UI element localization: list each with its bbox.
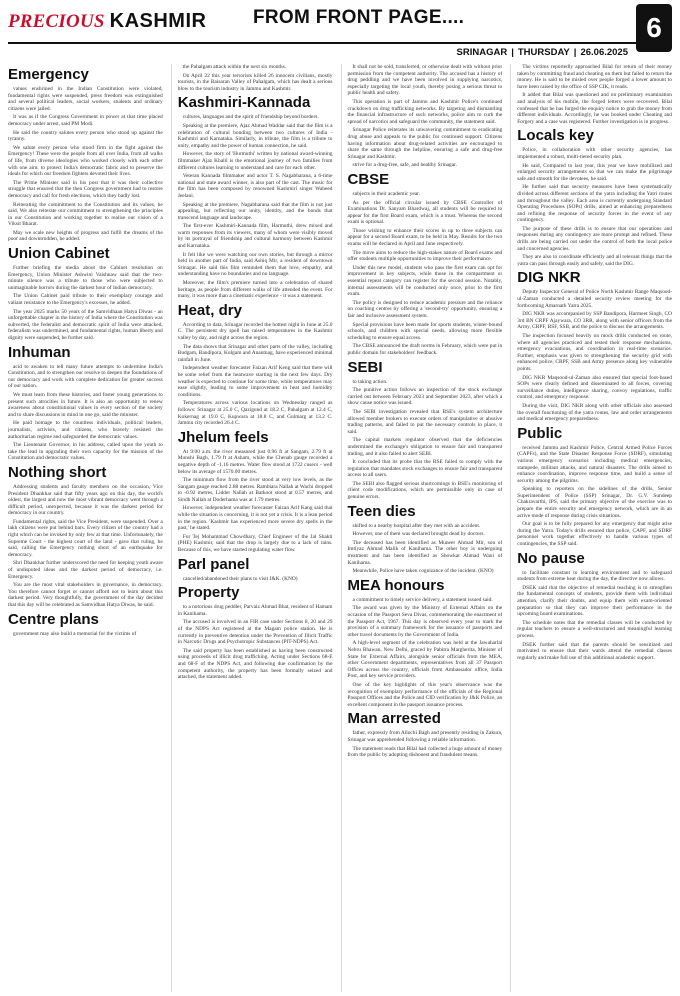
article-paragraph: However, the story of 'Hurmuthi' written by national award-winning filmmaker Ajaz Khalil is the emotional journey of two families from different cultures learning to understand and care for each other. — [177, 151, 333, 171]
brand-part-2: KASHMIR — [109, 9, 207, 32]
article-paragraph: The accused is involved in an FIR case under Sections 8, 20 and 29 of the NDPS Act registered at the Magam police station. He is currently in preventive detention under the Prevention of Illicit Traffic in Narcotic Drugs and Psychotropic Substances (PIT-NDPS) Act. — [177, 619, 333, 646]
page-number-badge: 6 — [636, 4, 672, 52]
article-paragraph: The said property has been established as having been constructed using proceeds of illicit drug trafficking. Acting under Sections 68-E and 68-F of the NDPS Act, and following due confirmation by the competent authority, the property has been formally seized and attached, the statement added. — [177, 647, 333, 681]
article-headline: MEA honours — [347, 576, 445, 594]
article-paragraph: The first-ever Kashmiri-Kannada film, Harmuthi, drew mixed and warm responses from its viewers, many of whom were visibly moved by its portrayal of friendship and cultural harmony between Kashmir and Karnataka. — [177, 223, 333, 250]
article-block — [517, 550, 672, 662]
article-block — [517, 425, 672, 548]
column-3 — [341, 64, 503, 992]
brand-logo — [8, 10, 206, 33]
article-headline: Teen dies — [347, 502, 416, 520]
article-paragraph: Speaking to reporters on the sidelines of the drills, Senior Superintendent of Police (SSP) Srinagar, Dr. G.V. Sundeep Chakravarthi, IPS, said the primary objective of the exercise was to prepare the entire security and emergency network, which are in an active mode of response during crisis situations. — [517, 486, 672, 519]
article-block — [517, 127, 672, 267]
article-headline: Locals key — [517, 127, 594, 145]
article-paragraph: Moreover, the film's premiere turned into a celebration of shared heritage, as people from different walks of life attended the event. For many, it was more than a cinematic experience - it was a statement. — [177, 280, 333, 300]
article-block — [178, 429, 333, 554]
article-paragraph: They are also to coordinate efficiently and all relevant things that the yatra can pass through easily and safely, said the DIG. — [517, 254, 672, 267]
article-block — [8, 66, 163, 243]
article-paragraph: We salute every person who stood firm in the fight against the Emergency! These were the people from all over India, from all walks of life, from diverse ideologies who worked closely with each other with one aim: to protect India's democratic fabric and to preserve the ideals for which our freedom fighters devoted their lives. — [8, 144, 163, 178]
article-paragraph: the Pahalgam attack within the next six months. — [182, 64, 287, 70]
article-headline: Emergency — [8, 66, 89, 83]
article-paragraph: The purpose of these drills is to ensure that our operations and responses during any contingency are more prompt and refined. These drills are being carried out under the control of both the local police and concerned agencies. — [517, 225, 672, 252]
article-block — [8, 344, 163, 462]
article-paragraph: For Tej Mohammad Chowdhary, Chief Engineer of the Jal Shakti (PHE) Kashmir, said that the drop is largely due to a lack of rains. Because of this, we have started regulating water flow. — [177, 533, 333, 554]
article-paragraph: The CBSE announced the draft norms in February, which were put in public domain for stakeholders' feedback. — [347, 343, 503, 356]
article-paragraph: Special provisions have been made for sports students, winter-bound schools, and children with special needs, allowing more flexible scheduling to ensure equal access. — [347, 321, 503, 341]
section-title: FROM FRONT PAGE.... — [253, 7, 465, 28]
article-paragraph: It shall not be sold, transferred, or otherwise dealt with without prior permission from the competent authority. The accused has a history of drug peddling and we have been involved in supplying narcotics, especially targeting the local youth, thereby posing a serious threat to public health and safety. — [347, 64, 503, 97]
article-columns — [8, 64, 672, 992]
column-4 — [510, 64, 672, 992]
article-paragraph: The SEBI investigation revealed that BSE's system architecture allowed member brokers to execute orders of manipulative or abusive trading patterns, and failed to put the necessary controls in place, it said. — [347, 408, 503, 435]
article-paragraph: subjects in their academic year. — [352, 190, 421, 197]
article-paragraph: The statement reads that Bilal had collected a huge amount of money from the public by adopting dishonest and fraudulent means. — [347, 745, 503, 759]
article-headline: Inhuman — [8, 343, 71, 361]
article-headline: Parl panel — [177, 555, 250, 573]
article-headline: Centre plans — [8, 610, 99, 628]
article-paragraph: The deceased has been identified as Muneer Ahmad Mir, son of Imtiyaz Ahmad Malik of Kanihama. The other boy is undergoing treatment and has been identified as Showkat Ahmad Wani of Kanihama. — [347, 539, 503, 566]
article-paragraph: It was as if the Congress Government in power at that time placed democracy under arrest, said PM Modi. — [8, 114, 163, 127]
article-paragraph: A high-level segment of the celebration was held at the Jawaharlal Nehru Bhawan, New Delhi, graced by Pabitra Margherita, Minister of State for External Affairs, alongside senior officials from the MEA, other Government departments, representatives from all 37 Passport Offices across the country, officials from Ambassador office, India Post, and key service providers. — [347, 640, 503, 680]
article-paragraph: May we scale new heights of progress and fulfil the dreams of the poor and downtrodden, he added. — [8, 229, 163, 243]
dateline — [8, 42, 672, 60]
article-paragraph: cultures, languages and the spirit of friendship beyond borders. — [182, 114, 319, 121]
article-paragraph: The policy is designed to reduce academic pressure and the reliance on coaching centres by offering a 'second-try' opportunity, ensuring a fair and inclusive assessment system. — [347, 299, 503, 319]
article-block — [348, 710, 503, 758]
article-paragraph: This operation is part of Jammu and Kashmir Police's continued crackdown on drug trafficking networks. By targeting and dismantling the financial infrastructure of such networks, police aim to curb the spread of narcotics and safeguard the community, the statement said. — [347, 98, 503, 125]
column-1 — [8, 64, 163, 992]
article-paragraph: government may also build a memorial for the victims of — [13, 630, 137, 637]
article-paragraph: to facilitate constant to learning environment and to safeguard students from extreme heat during the day, the directive now allows. — [517, 569, 672, 583]
article-paragraph: Reiterating the commitment to the Constitution and its values, he said, We also reiterate our commitment to strengthening the principles in our Constitution and working together to realise our vision of a Viksit Bharat. — [8, 201, 163, 228]
article-paragraph: He said the country salutes every person who stood up against the tyranny. — [8, 129, 163, 143]
article-paragraph: Temperatures across various locations on Wednesday ranged as follows: Srinagar at 25.0 C, Qazigund at 18.2 C, Pahalgam at 12.4 C, Kokernag at 19.0 C, Kupwara at 18.8 C, and Gulmarg at 13.2 C. Jammu city recorded 26.4 C. — [177, 400, 333, 427]
brand-part-1: PRECIOUS — [8, 10, 105, 32]
article-paragraph: received Jammu and Kashmir Police, Central Armed Police Forces (CAPFs), and the State Disaster Response Force (SDRF), simulating various emergency scenarios including medical emergencies, stampede, militant attacks, and natural disasters. The drills aimed to enhance coordination, improve response time, and build a sense of security among the pilgrims. — [517, 444, 672, 484]
article-paragraph: Veteran Kannada filmmaker and actor T. S. Nagabharana, a 6-time national and state award winner, is also part of the cast. The music for the film has been composed by renowned Kashmiri singer Waheed Jeelani. — [177, 173, 333, 199]
article-paragraph: Srinagar Police reiterates its unwavering commitment to eradicating drug abuse and appeals to the public for continued support. Citizens having information about drug-related activities are encouraged to share the same through the helpline, ensuring a safe and drug-free Srinagar and Kashmir. — [347, 127, 503, 160]
article-paragraph: Fundamental rights, said the Vice President, were suspended. Over a lakh citizens were put behind bars. Every citizen of the country had a right which can be invoked by only few at that time. Unfortunately, the Supreme Court - the highest court of the land - gave that ruling, he said, calling the Emergency nothing short of an earthquake for democracy. — [8, 518, 163, 558]
article-block — [178, 584, 333, 681]
article-headline: Jhelum feels — [177, 428, 269, 446]
article-block — [348, 171, 503, 357]
article-paragraph: strive for a drug-free, safe, and healthy Srinagar. — [352, 162, 457, 169]
article-block — [348, 577, 503, 709]
article-headline: DIG NKR — [517, 269, 581, 287]
article-block — [8, 245, 163, 342]
article-paragraph: You are the most vital stakeholders in governance, in democracy. You therefore cannot forget or cannot afford not to learn about this darkest period. Very thoughtfully, the government of the day decided that this day will be celebrated as Samvidhan Hatya Diwas, he said. — [8, 582, 163, 608]
article-paragraph: Meanwhile, Police have taken cognizance of the incident. (KNO) — [352, 568, 494, 575]
article-paragraph: It felt like we were watching our own stories, but through a mirror held in another part of India, said Ashiq Mir, a resident of downtown Srinagar. He said this film reminded them that love, empathy, and understanding have no boundaries and no language. — [177, 251, 333, 278]
article-paragraph: The capital markets regulator observed that the deficiencies undermined the exchange's obligation to ensure fair and transparent trading, and it also failed to alert SEBI. — [347, 437, 503, 457]
article-paragraph: At 9:00 a.m. the river measured just 0.96 ft at Sangam, 2.79 ft at Munshi Bagh, 1.79 ft at Asham, while the Chenab gauge recorded a negative depth of -1.16 metres. Water flow stood at 1722 cusecs - well below its average of 1570.00 metres. — [177, 448, 333, 475]
article-paragraph: He said, Compared to last year, this year we have mobilized and enlarged security arrangements so that we can make the pilgrimage safe and smooth for the devotees, he said. — [517, 162, 672, 182]
article-paragraph: One of the key highlights of this year's observance was the recognition of exemplary performance of the officials of the Regional Passport Offices and the Police and CID verification by J&K Police, an excellent component in the passport issuance process. — [347, 681, 503, 708]
article-paragraph: Further briefing the media about the Cabinet resolution on Emergency, Union Minister Ashwini Vaishnaw said that the two-minute silence was a tribute to those who were subjected to unimaginable horrors during the darkest hour of Indian democracy. — [8, 265, 163, 291]
article-paragraph: Our goal is to be fully prepared for any emergency that might arise during the Yatra. Today's drills ensured that police, CAPF, and SDRF personnel work together effectively to handle various types of contingencies, the SSP said. — [517, 521, 672, 548]
article-paragraph: Shri Dhankhar further underscored the need for keeping youth aware of undisputed ideas and the darkest period of democracy, i.e. Emergency. — [8, 560, 163, 580]
article-paragraph: On April 22 this year terrorists killed 26 innocent civilians, mostly tourists, in the Baisaran Valley of Pahalgam, which has dealt a serious blow to the tourism industry in Jammu and Kashmir. — [177, 72, 333, 92]
article-headline: Kashmiri-Kannada — [177, 94, 311, 112]
article-paragraph: shifted to a nearby hospital after they met with an accident. — [352, 522, 481, 529]
article-block — [348, 64, 503, 169]
article-paragraph: It added that Bilal was questioned and on preliminary examination and analysis of his mobile, the forged letters were recovered. Bilal confessed that he has forged the enquiry notice to grab the money from different individuals. Accordingly, he was booked under Cheating and Forgery and a case was registered. Further investigation is in progress. — [517, 92, 672, 125]
article-paragraph: The move aims to reduce the high-stakes nature of Board exams and offer students multiple opportunities to improve their performance. — [347, 249, 503, 263]
dateline-separator: | — [511, 46, 514, 58]
article-paragraph: to taking action. — [352, 378, 388, 385]
article-paragraph: Speaking at the premiere, Ajaz Ahmad Waddar said that the film is a celebration of cultural bonding between two cultures of India - Kashmiri and Karnataka. Similarly, in tribute, the film is a tribute to unity, empathy and the power of human connection, he said. — [177, 122, 333, 149]
article-headline: Public — [517, 424, 563, 442]
article-paragraph: We must learn from these histories, and foster young generations to present such atrocities in future. It is also an opportunity to renew awareness about constitutional values in every section of the society and to share discussions in mind in one go, said the minister. — [8, 391, 163, 418]
article-paragraph: The Prime Minister said in his post that it was their collective struggle that ensured that the then Congress government had to restore democracy and call for fresh elections, which they badly lost. — [8, 179, 163, 199]
article-paragraph: The schedule notes that the remedial classes will be conducted by regular teachers to ensure a well-structured and meaningful learning process. — [517, 619, 672, 639]
article-headline: CBSE — [347, 170, 390, 188]
article-paragraph: DIG NKR Maqsood-ul-Zaman also ensured that special foot-based SOPs were clearly defined and disseminated to all forces, covering surveillance duties, intelligence sharing, convoy regulations, traffic control, and emergency response. — [517, 374, 672, 401]
article-block — [178, 302, 333, 427]
article-paragraph: cancelled/abandoned their plans to visit J&K. (KNO) — [182, 575, 298, 582]
article-block — [517, 64, 672, 125]
article-headline: Man arrested — [347, 710, 441, 728]
article-headline: SEBI — [347, 358, 383, 376]
article-paragraph: He paid homage to the countless individuals, political leaders, journalists, activists, and citizens, who bravely resisted the authoritarian regime and safeguarded the democratic values. — [8, 420, 163, 440]
article-paragraph: Independent weather forecaster Faizan Arif Keng said that there will be some relief from the heatwave starting in the next few days. Dry weather is expected to continue for some time, while temperatures may ease slightly, leading to some improvement in heat and humidity conditions. — [177, 365, 333, 398]
article-paragraph: a commitment to timely service delivery, a statement issued said. — [352, 596, 493, 603]
article-paragraph: The award was given by the Ministry of External Affairs on the occasion of the Passport Seva Divas, commemorating the enactment of the Passport Act, 1967. This day is observed every year to mark the provision of a summary framework for the issuance of passports and other travel documents by the Government of India. — [347, 605, 503, 638]
article-paragraph: values enshrined in the Indian Constitution were violated, fundamental rights were suspended, press freedom was extinguished and several political leaders, social workers, students and ordinary citizens were jailed. — [8, 86, 163, 112]
article-headline: Property — [177, 584, 240, 602]
article-paragraph: The SEBI also flagged serious shortcomings in BSE's monitoring of client code modifications, which are permissible only in case of genuine errors. — [347, 480, 503, 501]
article-paragraph: The punitive action follows an inspection of the stock exchange carried out between February 2023 and September 2023, after which a show cause notice was issued. — [347, 387, 503, 407]
article-block — [517, 269, 672, 422]
article-paragraph: The year 2025 marks 50 years of the Samvidhaan Hatya Diwas - an unforgettable chapter in the history of India where the Constitution was subverted, the federalist and democratic spirit of India were attacked, federalism was undermined, and fundamental rights, human liberty and dignity were suspended, he further said. — [8, 308, 163, 341]
article-paragraph: acid to awaken to tell many future attempts to undermine India's Constitution, and to strengthen our resolve to deepen the foundations of our democracy and work with complete dedication for greater success of our nation. — [8, 363, 163, 390]
article-paragraph: Police, in collaboration with other security agencies, has implemented a robust, multi-tiered security plan. — [517, 147, 672, 160]
article-block — [178, 94, 333, 299]
dateline-city: SRINAGAR — [456, 46, 508, 58]
article-paragraph: The data shows that Srinagar and other parts of the valley, including Budgam, Bandipora, Kulgam and Anantnag, have experienced minimal rainfall in June. — [177, 343, 333, 363]
article-paragraph: Deputy Inspector General of Police North Kashmir Range Maqsood-ul-Zaman conducted a detailed security review meeting for the forthcoming Amarnath Yatra 2025. — [517, 289, 672, 309]
article-paragraph: It concluded that its probe that the BSE failed to comply with the regulation that mandates stock exchanges to ensure fair and transparent access to all users. — [347, 459, 503, 479]
article-paragraph: He further said that security measures have been systematically divided across different sections of the yatra including the Yatri routes and throughout the valley. Each area is currently undergoing Standard Operating Procedures (SOPs) drills, aimed at enhancing preparedness and refining the response of security forces in the event of any contingency. — [517, 184, 672, 224]
article-paragraph: The Union Cabinet paid tribute to their exemplary courage and valiant resistance to the Emergency's excesses, he added. — [8, 293, 163, 307]
article-block — [178, 556, 333, 583]
article-headline: Union Cabinet — [8, 245, 110, 263]
article-paragraph: Speaking at the premiere, Nagabharana said that the film is not just appealing, but reflecting our unity, identity, and the bonds that transcend language and landscape. — [177, 201, 333, 221]
column-2 — [171, 64, 333, 992]
article-paragraph: During the visit, DIG NKR along with other officials also assessed the overall functioning of the yatra routes, law and order arrangements and medical emergency preparedness. — [517, 402, 672, 423]
article-headline: Heat, dry — [177, 301, 242, 319]
article-paragraph: DSEK further said that the parents should be sensitized and motivated to ensure that their wards attend the remedial classes regularly and make full use of this additional academic support. — [517, 641, 672, 661]
article-paragraph: The minimum flow from the river stood at very low levels, as the Sangam gauge reached 2.88 metres. Rambiara Nallah at Wachi dropped to -0.92 metres, Lidder Nallah at Batkoot stood at 0.57 metres, and Sindh Nallah at Doderhama was at 1.79 metres. — [177, 477, 333, 503]
article-paragraph: father, expressly from Allochi Bagh and presently residing in Zakura, Srinagar was apprehended following a reliable information. — [347, 730, 503, 743]
article-paragraph: The inspection focused heavily on mock drills conducted en route, where all agencies practiced and tested their response mechanisms, emergency evacuations, and coordination in real-time scenarios. Further, emphasis was given to strengthening the security grid with enhanced police, CRPF, SSB and Army presence along key vulnerable points. — [517, 333, 672, 372]
article-paragraph: DIG NKR was accompanied by SSP Bandipora, Harmeet Singh, CO 3rd BN CRPF Ajaywara, CO 3RR, along with senior officers from the Army, CRPF, BSF, SSB, and the police to discuss the arrangements. — [517, 311, 672, 331]
dateline-day: THURSDAY — [517, 46, 570, 58]
article-paragraph: According to data, Srinagar recorded the hottest night in June at 25.0 C. The persistent dry spell has raised temperatures in the Kashmir valley by day, and night across the region. — [177, 321, 333, 341]
dateline-date: 26.06.2025 — [580, 46, 628, 58]
article-paragraph: to a notorious drug peddler, Parvaiz Ahmad Bhat, resident of Hamam in Kanihama. — [177, 604, 333, 617]
article-paragraph: Under this new model, students who pass the first exam can opt for improvement in key subjects, while those in the compartment or essential repeat category can register for the second session. Notably, internal assessments will be conducted only once, prior to the first exam. — [347, 264, 503, 298]
dateline-separator: | — [573, 46, 577, 58]
article-headline: No pause — [517, 549, 585, 567]
article-paragraph: The Lieutenant Governor, in his address, called upon the youth to take the lead in upgrading their own capacity for the mission of the Constitution and democratic values. — [8, 442, 163, 462]
article-block — [348, 503, 503, 575]
article-headline: Nothing short — [8, 463, 107, 481]
article-paragraph: However, independent weather forecaster Faizan Arif Kang said that while the situation is concerning, it is not yet a crisis. It is a lean period in the region. 'Kashmir has experienced more severe dry spells in the past,' he stated. — [177, 505, 333, 532]
article-block — [8, 611, 163, 638]
article-paragraph: DSEK said that the objective of remedial teaching is to strengthen the fundamental concepts of students, provide them with individual attention, clarify their doubts, and equip them with exam-oriented preparation so that they can improve their performance in the upcoming board examinations. — [517, 584, 672, 618]
masthead — [8, 0, 672, 42]
article-paragraph: However, one of them was declared brought dead by doctors. — [352, 531, 485, 538]
article-block — [348, 359, 503, 501]
article-paragraph: Addressing students and faculty members on the occasion, Vice President Dhankhar said that fifty years ago on this day, the world's oldest, the largest and now the most vibrant democracy went through a difficult period, unexpected, because it was the darkest period for democracy in our country. — [8, 483, 163, 517]
article-block — [178, 64, 333, 92]
article-paragraph: The victims reportedly approached Bilal for return of their money taken by committing fraud and cheating on them but failed to return the money. He is said to be misled over people forged a lower amount to have been raised by the office of SSP CIK, it reads. — [517, 64, 672, 90]
article-paragraph: Those wishing to enhance their scores in up to three subjects can appear for a second Board exam, to be held in May. Results for the two exams will be declared in April and June respectively. — [347, 227, 503, 248]
article-paragraph: As per the official circular issued by CBSE Controller of Examinations Dr. Sanyam Bhardwaj, all students will be required to appear for the first Board exam, which is a must. Whereas the second exam is optional. — [347, 199, 503, 226]
article-block — [8, 464, 163, 609]
